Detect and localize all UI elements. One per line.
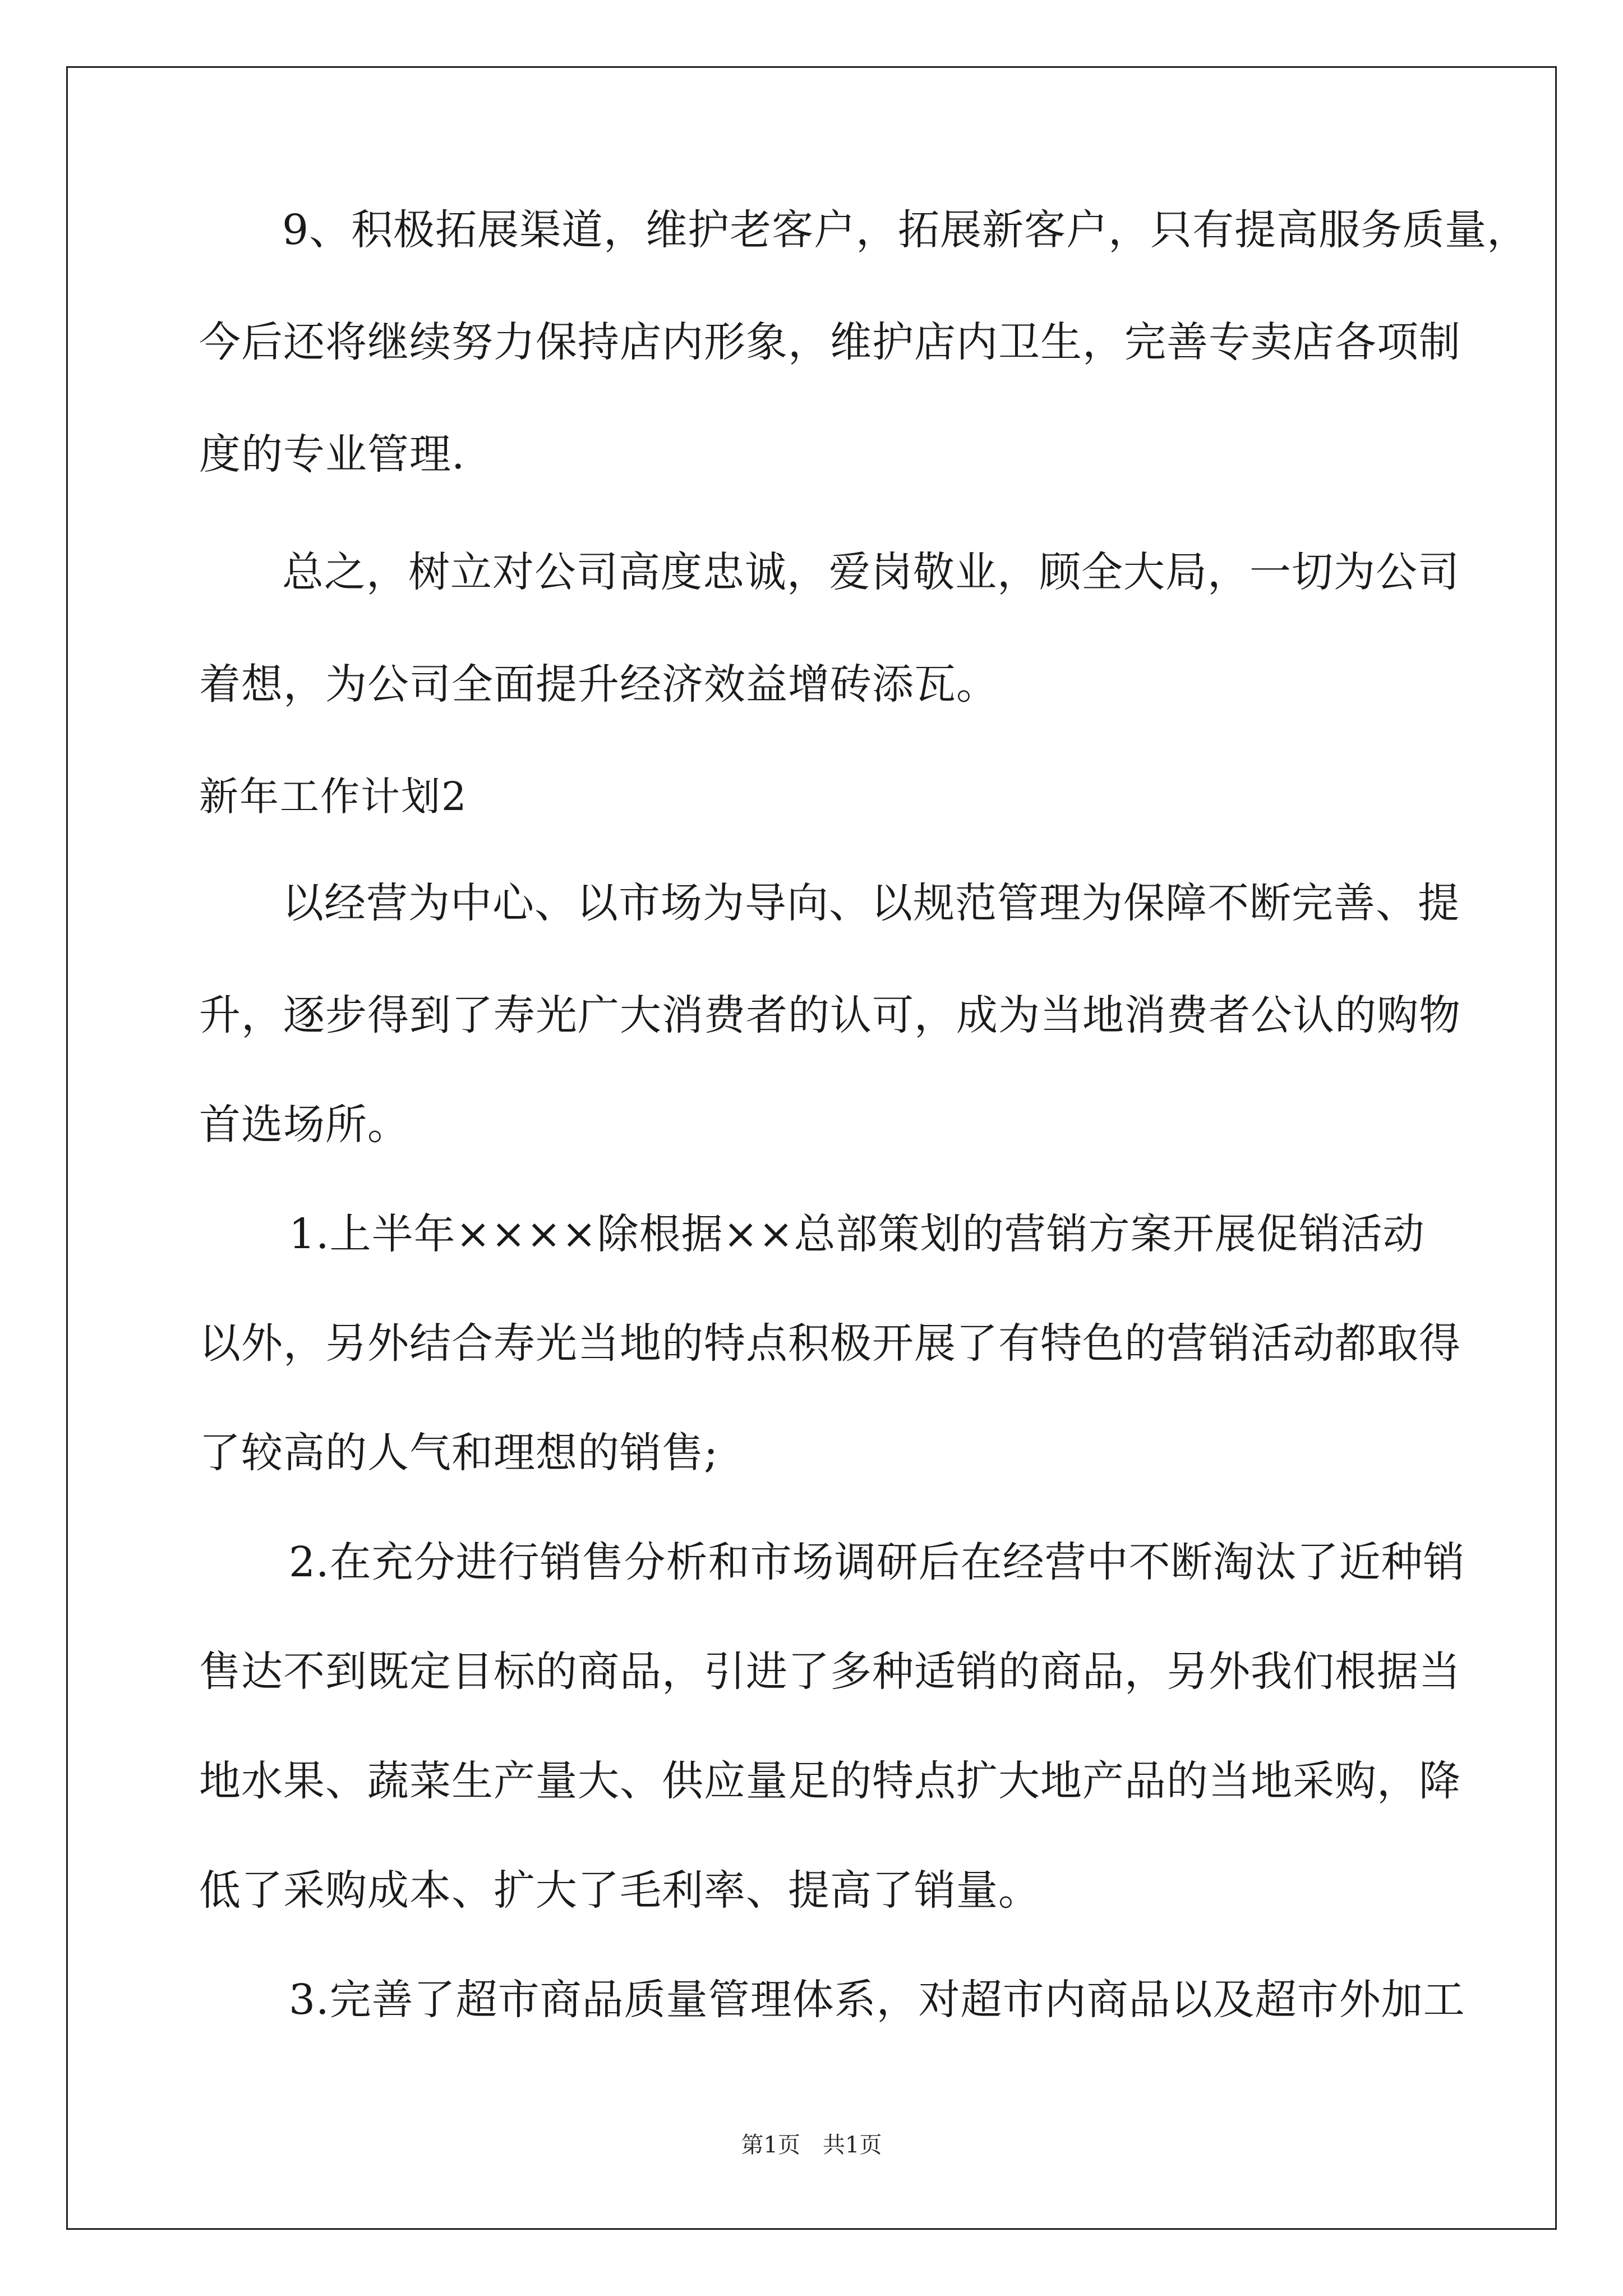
page-number: 第1页	[741, 2132, 800, 2158]
paragraph-line: 以经营为中心、以市场为导向、以规范管理为保障不断完善、提	[282, 879, 1460, 927]
paragraph-line: 升，逐步得到了寿光广大消费者的认可，成为当地消费者公认的购物	[199, 991, 1461, 1039]
paragraph-line: 地水果、蔬菜生产量大、供应量足的特点扩大地产品的当地采购，降	[199, 1757, 1461, 1805]
section-heading: 新年工作计划2	[199, 774, 468, 820]
paragraph-line: 3.完善了超市商品质量管理体系，对超市内商品以及超市外加工	[289, 1976, 1465, 2024]
page-footer	[0, 2128, 1623, 2162]
paragraph-line: 低了采购成本、扩大了毛利率、提高了销量。	[199, 1866, 1040, 1915]
paragraph-line: 度的专业管理.	[199, 430, 465, 478]
paragraph-line: 以外，另外结合寿光当地的特点积极开展了有特色的营销活动都取得	[199, 1319, 1461, 1368]
paragraph-line: 总之，树立对公司高度忠诚，爱岗敬业，顾全大局，一切为公司	[282, 548, 1460, 596]
paragraph-line: 着想，为公司全面提升经济效益增砖添瓦。	[199, 660, 998, 708]
paragraph-line: 今后还将继续努力保持店内形象，维护店内卫生，完善专卖店各项制	[199, 318, 1461, 366]
paragraph-line: 售达不到既定目标的商品，引进了多种适销的商品，另外我们根据当	[199, 1648, 1461, 1696]
paragraph-line: 9、积极拓展渠道，维护老客户，拓展新客户，只有提高服务质量，	[282, 206, 1529, 254]
page-total: 共1页	[823, 2132, 882, 2158]
paragraph-line: 1.上半年××××除根据××总部策划的营销方案开展促销活动	[289, 1210, 1425, 1258]
paragraph-line: 了较高的人气和理想的销售;	[199, 1429, 718, 1477]
paragraph-line: 首选场所。	[199, 1101, 409, 1149]
paragraph-line: 2.在充分进行销售分析和市场调研后在经营中不断淘汰了近种销	[289, 1538, 1465, 1586]
